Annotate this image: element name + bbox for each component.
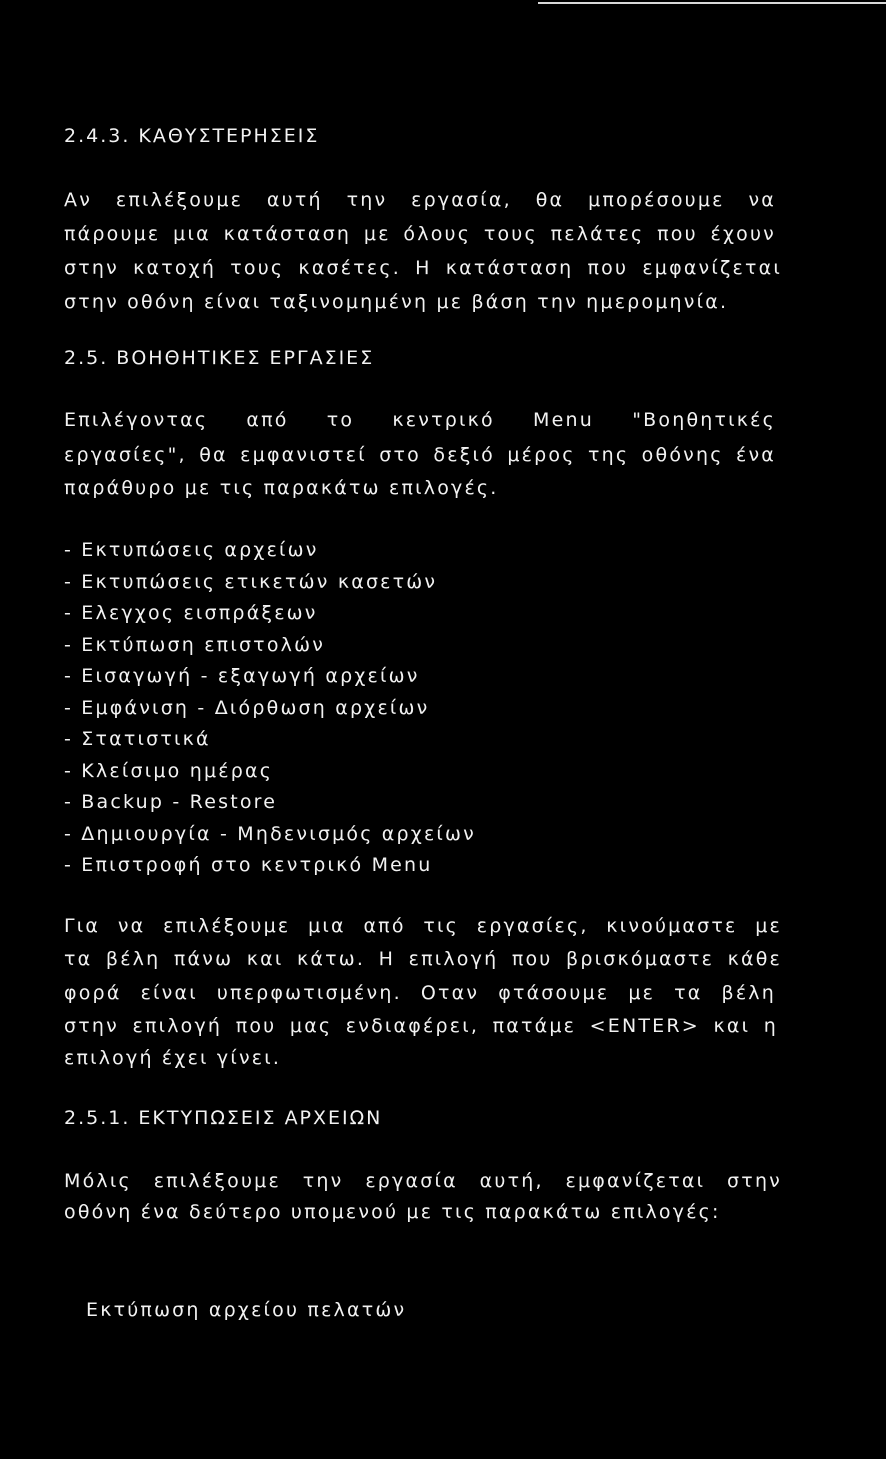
menu-item-statistics: - Στατιστικά: [64, 728, 211, 750]
paragraph-line: Για να επιλέξουμε μια από τις εργασίες, κινούμαστε με: [64, 915, 782, 937]
paragraph-line: παράθυρο με τις παρακάτω επιλογές.: [64, 477, 499, 499]
paragraph-line: στην κατοχή τους κασέτες. Η κατάσταση που εμφανίζεται: [64, 257, 782, 279]
paragraph-line: τα βέλη πάνω και κάτω. Η επιλογή που βρισκόμαστε κάθε: [64, 948, 782, 970]
section-heading-2-5: 2.5. ΒΟΗΘΗΤΙΚΕΣ ΕΡΓΑΣΙΕΣ: [64, 347, 375, 369]
paragraph-line: στην οθόνη είναι ταξινομημένη με βάση την ημερομηνία.: [64, 291, 729, 313]
submenu-item-print-customer-file: Εκτύπωση αρχείου πελατών: [86, 1299, 407, 1321]
menu-item-view-edit: - Εμφάνιση - Διόρθωση αρχείων: [64, 697, 430, 719]
paragraph-line: Επιλέγοντας από το κεντρικό Menu "Βοηθητικές: [64, 409, 776, 431]
menu-item-print-files: - Εκτυπώσεις αρχείων: [64, 539, 319, 561]
menu-item-close-day: - Κλείσιμο ημέρας: [64, 760, 274, 782]
menu-item-print-letters: - Εκτύπωση επιστολών: [64, 634, 326, 656]
paragraph-line: επιλογή έχει γίνει.: [64, 1047, 282, 1069]
paragraph-line: οθόνη ένα δεύτερο υπομενού με τις παρακάτω επιλογές:: [64, 1201, 721, 1223]
menu-item-backup-restore: - Backup - Restore: [64, 791, 278, 813]
paragraph-line: στην επιλογή που μας ενδιαφέρει, πατάμε <ENTER> και η: [64, 1015, 778, 1037]
menu-item-print-labels: - Εκτυπώσεις ετικετών κασετών: [64, 571, 438, 593]
section-heading-2-5-1: 2.5.1. ΕΚΤΥΠΩΣΕΙΣ ΑΡΧΕΙΩΝ: [64, 1107, 383, 1129]
menu-item-import-export: - Εισαγωγή - εξαγωγή αρχείων: [64, 665, 420, 687]
menu-item-receipts-check: - Ελεγχος εισπράξεων: [64, 602, 318, 624]
section-heading-2-4-3: 2.4.3. ΚΑΘΥΣΤΕΡΗΣΕΙΣ: [64, 125, 320, 147]
paragraph-line: Μόλις επιλέξουμε την εργασία αυτή, εμφανίζεται στην: [64, 1170, 782, 1192]
menu-item-create-reset: - Δημιουργία - Μηδενισμός αρχείων: [64, 823, 476, 845]
paragraph-line: εργασίες", θα εμφανιστεί στο δεξιό μέρος της οθόνης ένα: [64, 444, 776, 466]
menu-item-return-main: - Επιστροφή στο κεντρικό Menu: [64, 854, 433, 876]
paragraph-line: Αν επιλέξουμε αυτή την εργασία, θα μπορέσουμε να: [64, 189, 776, 211]
paragraph-line: πάρουμε μια κατάσταση με όλους τους πελάτες που έχουν: [64, 223, 776, 245]
top-divider-line: [538, 2, 886, 4]
paragraph-line: φορά είναι υπερφωτισμένη. Οταν φτάσουμε με τα βέλη: [64, 982, 776, 1004]
